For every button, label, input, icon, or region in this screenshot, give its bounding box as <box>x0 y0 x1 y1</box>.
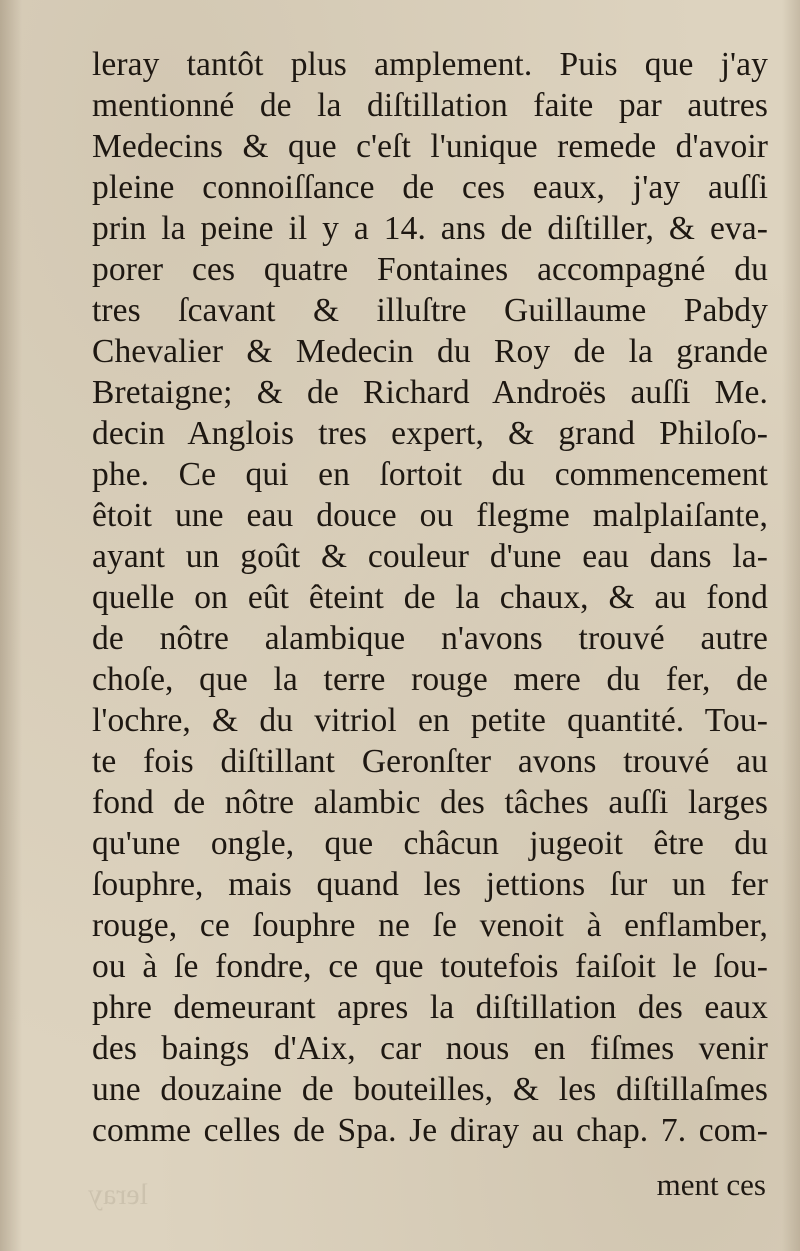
body-text <box>92 44 768 1151</box>
text-line: porer ces quatre Fontaines accompagné du <box>92 251 768 288</box>
text-line: Chevalier & Medecin du Roy de la grande <box>92 333 768 370</box>
text-line: te fois diſtillant Geronſter avons trouvé au <box>92 743 768 780</box>
text-line: ayant un goût & couleur d'une eau dans la- <box>92 538 768 575</box>
text-line: qu'une ongle, que châcun jugeoit être du <box>92 825 768 862</box>
page-edge-shadow <box>782 0 800 1251</box>
catchword: ment ces <box>656 1167 766 1202</box>
text-line: tres ſcavant & illuſtre Guillaume Pabdy <box>92 292 768 329</box>
page-gutter-shadow <box>0 0 22 1251</box>
show-through-text: leray <box>88 1178 148 1211</box>
text-line: l'ochre, & du vitriol en petite quantité. Tou- <box>92 702 768 739</box>
text-line: prin la peine il y a 14. ans de diſtiller, & eva- <box>92 210 768 247</box>
text-line: phre demeurant apres la diſtillation des eaux <box>92 989 768 1026</box>
text-line: quelle on eût êteint de la chaux, & au fond <box>92 579 768 616</box>
text-line: rouge, ce ſouphre ne ſe venoit à enflamber, <box>92 907 768 944</box>
text-line: de nôtre alambique n'avons trouvé autre <box>92 620 768 657</box>
text-line: pleine connoiſſance de ces eaux, j'ay auſſi <box>92 169 768 206</box>
text-line: mentionné de la diſtillation faite par autres <box>92 87 768 124</box>
text-line: phe. Ce qui en ſortoit du commencement <box>92 456 768 493</box>
text-line: leray tantôt plus amplement. Puis que j'ay <box>92 46 768 83</box>
text-line: ſouphre, mais quand les jettions ſur un fer <box>92 866 768 903</box>
text-line: Medecins & que c'eſt l'unique remede d'avoir <box>92 128 768 165</box>
text-line: comme celles de Spa. Je diray au chap. 7. com- <box>92 1112 768 1149</box>
text-line: fond de nôtre alambic des tâches auſſi larges <box>92 784 768 821</box>
text-line: êtoit une eau douce ou flegme malplaiſante, <box>92 497 768 534</box>
text-line: des baings d'Aix, car nous en fiſmes venir <box>92 1030 768 1067</box>
text-line: choſe, que la terre rouge mere du fer, de <box>92 661 768 698</box>
text-line: Bretaigne; & de Richard Androës auſſi Me. <box>92 374 768 411</box>
text-line: une douzaine de bouteilles, & les diſtillaſmes <box>92 1071 768 1108</box>
text-line: decin Anglois tres expert, & grand Philoſo- <box>92 415 768 452</box>
text-line: ou à ſe fondre, ce que toutefois faiſoit le ſou- <box>92 948 768 985</box>
